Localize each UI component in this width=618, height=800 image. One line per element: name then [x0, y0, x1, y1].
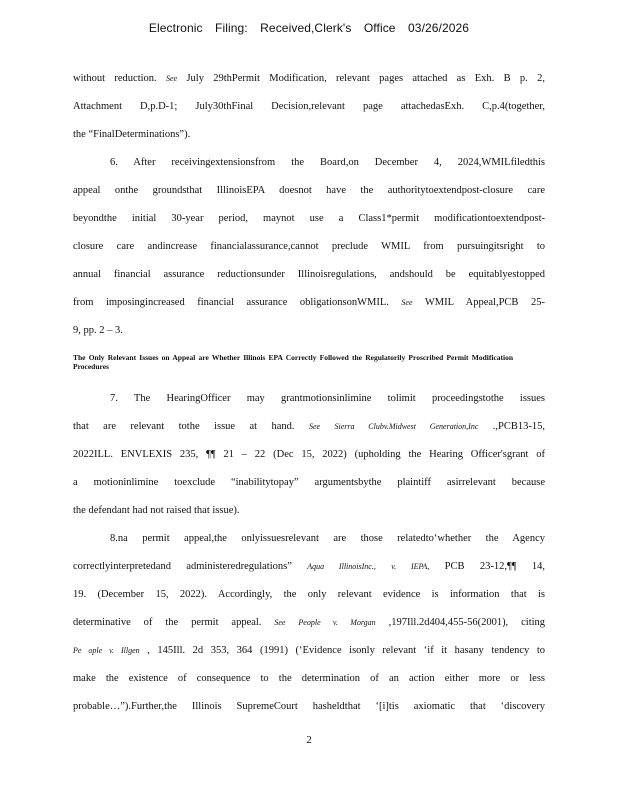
body-line: a motioninlimine toexclude “inabilitytopay” argumentsbythe plaintiff asirrelevant because [73, 477, 545, 488]
body-line: without reduction. See July 29thPermit Modification, relevant pages attached as Exh. B p. 2, [73, 73, 545, 84]
body-line: the defendant had not raised that issue). [73, 505, 240, 516]
body-line: Attachment D,p.D-1; July30thFinal Decision,relevant page attachedasExh. C,p.4(together, [73, 101, 545, 112]
paragraph-7-start: 7. The HearingOfficer may grantmotionsinlimine tolimit proceedingstothe issues [110, 393, 545, 404]
body-line: annual financial assurance reductionsunder Illinoisregulations, andshould be equitablyestopped [73, 269, 545, 280]
body-line: that are relevant tothe issue at hand. See Sierra Clubv.Midwest Generation,Inc .,PCB13-15, [73, 421, 546, 432]
body-line: make the existence of consequence to the determination of an action either more or less [73, 673, 545, 684]
body-line: beyondthe initial 30-year period, maynot use a Class1*permit modificationtoextendpost- [73, 213, 545, 224]
page-number: 2 [306, 734, 312, 746]
body-line: determinative of the permit appeal. See People v. Morgan ,197Ill.2d404,455-56(2001), citing [73, 617, 546, 628]
section-heading: The Only Relevant Issues on Appeal are Whether Illinois EPA Correctly Followed the Regulatorily Proscribed Permit Modification Procedures [73, 353, 513, 371]
body-line: 2022ILL. ENVLEXIS 235, ¶¶ 21 – 22 (Dec 15, 2022) (upholding the Hearing Officer'sgrant of [73, 449, 545, 460]
body-line: appeal onthe groundsthat IllinoisEPA doesnot have the authoritytoextendpost-closure care [73, 185, 545, 196]
body-line: Pe ople v. Illgen , 145Ill. 2d 353, 364 (1991) (‘Evidence isonly relevant ‘if it hasany tendency to [73, 645, 545, 656]
paragraph-8-start: 8.na permit appeal,the onlyissuesrelevant are those relatedto‘whether the Agency [110, 533, 545, 544]
paragraph-6-start: 6. After receivingextensionsfrom the Board,on December 4, 2024,WMILfiledthis [110, 157, 545, 168]
body-line: probable…”).Further,the Illinois SupremeCourt hasheldthat ‘[i]tis axiomatic that ‘discovery [73, 701, 545, 712]
body-line: 19. (December 15, 2022). Accordingly, the only relevant evidence is information that is [73, 589, 545, 600]
body-line: correctlyinterpretedand administeredregulations” Aqua IllinoisInc., v. IEPA, PCB 23-12,¶¶ 14, [73, 561, 546, 572]
body-line: 9, pp. 2 – 3. [73, 325, 123, 336]
filing-stamp: Electronic Filing: Received,Clerk's Office 03/26/2026 [148, 21, 470, 35]
body-line: the “FinalDeterminations”). [73, 129, 191, 140]
body-line: from imposingincreased financial assurance obligationsonWMIL. See WMIL Appeal,PCB 25- [73, 297, 545, 308]
body-line: closure care andincrease financialassurance,cannot preclude WMIL from pursuingitsright to [73, 241, 545, 252]
